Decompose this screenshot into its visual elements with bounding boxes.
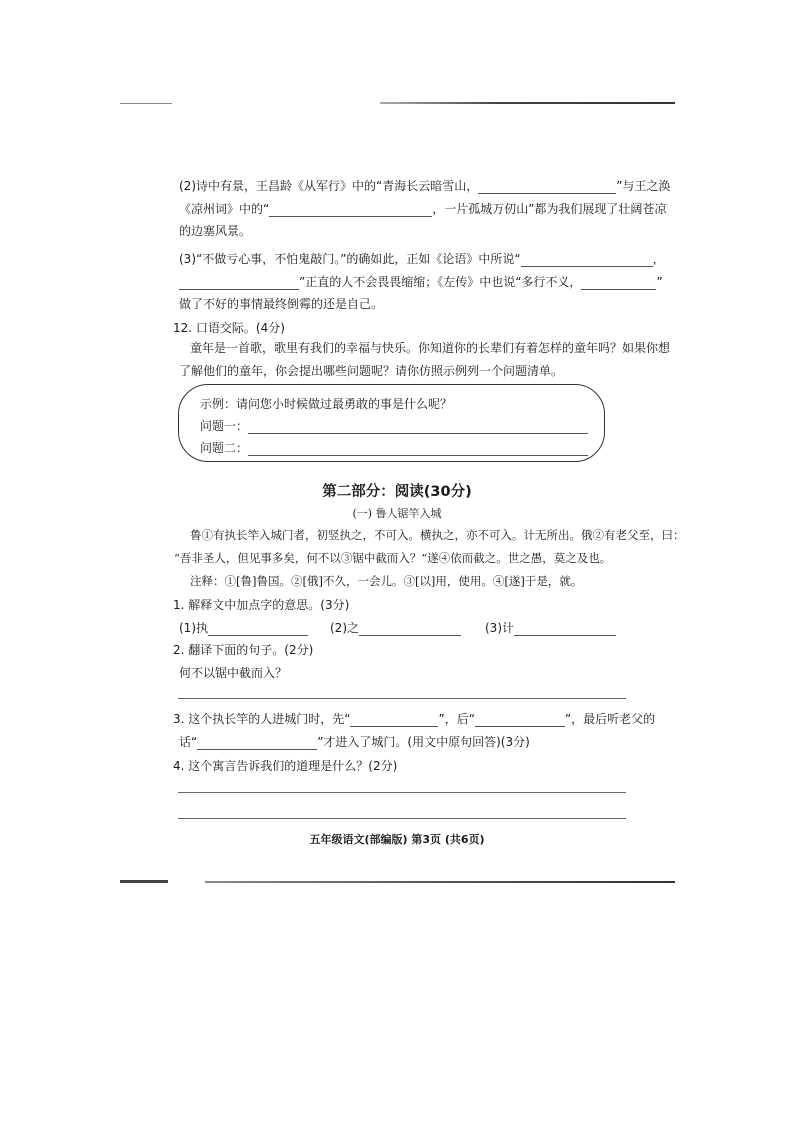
reading-q2-sentence: 何不以锯中截而入？: [179, 666, 288, 680]
q11-3-text: ”正直的人不会畏畏缩缩；《左传》中也说“多行不义，: [299, 275, 582, 289]
reading-q1-part-a: [179, 620, 308, 636]
answer-blank[interactable]: [248, 443, 588, 456]
reading-q3-text: 话“: [179, 735, 198, 749]
answer-line[interactable]: [178, 818, 626, 819]
answer-blank[interactable]: [521, 254, 653, 267]
answer-blank[interactable]: [248, 421, 588, 434]
q11-2-line3: 的边塞风景。: [179, 224, 252, 238]
reading-q1-label: (2)之: [330, 621, 359, 635]
q12-question-label: 问题一：: [200, 419, 249, 433]
reading-q1-part-b: [330, 620, 461, 636]
answer-blank[interactable]: [208, 623, 308, 636]
section-title: 第二部分：阅读(30分): [322, 484, 472, 500]
reading-q1-label: (1)执: [179, 621, 208, 635]
reading-q3-line2: [179, 734, 530, 750]
scan-edge-line: [120, 103, 172, 104]
scan-edge-line: [205, 881, 675, 883]
answer-blank[interactable]: [581, 277, 656, 290]
answer-blank[interactable]: [478, 181, 616, 194]
passage-notes: 注释：①[鲁]鲁国。②[俄]不久，一会儿。③[以]用，使用。④[遂]于是，就。: [190, 574, 583, 588]
answer-line[interactable]: [178, 698, 626, 699]
reading-q2-title: 2. 翻译下面的句子。(2分): [173, 643, 314, 657]
q11-3-line3: 做了不好的事情最终倒霉的还是自己。: [179, 297, 384, 311]
answer-blank[interactable]: [269, 204, 432, 217]
q12-question-2: [200, 440, 588, 456]
page-footer: 五年级语文(部编版) 第3页 (共6页): [309, 833, 485, 846]
answer-blank[interactable]: [359, 623, 461, 636]
reading-q3-text: ”，最后听老父的: [564, 712, 656, 726]
q12-title: 12. 口语交际。(4分): [173, 321, 285, 335]
passage-title: (一) 鲁人锯竿入城: [352, 507, 442, 520]
q11-3-line1: [179, 251, 665, 267]
answer-blank[interactable]: [197, 737, 317, 750]
reading-q1-part-c: [485, 620, 616, 636]
q11-3-text: ”: [656, 275, 663, 289]
reading-q1-label: (3)计: [485, 621, 514, 635]
scan-edge-line: [120, 880, 168, 883]
reading-q3-line1: [173, 711, 655, 727]
q11-3-line2: [179, 274, 663, 290]
answer-blank[interactable]: [179, 277, 299, 290]
passage-line1: 鲁①有执长竿入城门者，初竖执之，不可入。横执之，亦不可入。计无所出。俄②有老父至，曰：: [190, 528, 685, 542]
passage-line2: “吾非圣人，但见事多矣，何不以③锯中截而入？”遂④依而截之。世之愚，莫之及也。: [174, 551, 612, 565]
q12-paragraph-line2: 了解他们的童年，你会提出哪些问题呢？请你仿照示例列一个问题清单。: [179, 364, 564, 378]
reading-q3-text: ”才进入了城门。(用文中原句回答)(3分): [317, 735, 530, 749]
q12-example: 示例：请问您小时候做过最勇敢的事是什么呢？: [200, 397, 453, 411]
q11-2-line1: [179, 178, 670, 194]
q11-2-text: (2)诗中有景，王昌龄《从军行》中的“青海长云暗雪山，: [179, 179, 479, 193]
answer-blank[interactable]: [514, 623, 616, 636]
q11-2-text: ，一片孤城万仞山”都为我们展现了壮阔苍凉: [432, 202, 667, 216]
q12-paragraph-line1: 童年是一首歌，歌里有我们的幸福与快乐。你知道你的长辈们有着怎样的童年吗？如果你想: [190, 341, 671, 355]
q11-2-text: 《凉州词》中的“: [179, 202, 270, 216]
q11-3-text: ，: [652, 252, 665, 266]
q12-question-label: 问题二：: [200, 441, 249, 455]
answer-line[interactable]: [178, 792, 626, 793]
scan-edge-line: [380, 102, 675, 104]
answer-blank[interactable]: [475, 714, 565, 727]
reading-q4-title: 4. 这个寓言告诉我们的道理是什么？(2分): [173, 759, 398, 773]
answer-blank[interactable]: [350, 714, 438, 727]
q11-2-text: ”与王之涣: [616, 179, 671, 193]
reading-q3-text: ”，后“: [438, 712, 475, 726]
q11-3-text: (3)“不做亏心事，不怕鬼敲门。”的确如此，正如《论语》中所说“: [179, 252, 521, 266]
reading-q3-text: 3. 这个执长竿的人进城门时，先“: [173, 712, 351, 726]
q11-2-line2: [179, 201, 666, 217]
q12-question-1: [200, 418, 588, 434]
reading-q1-title: 1. 解释文中加点字的意思。(3分): [173, 598, 350, 612]
